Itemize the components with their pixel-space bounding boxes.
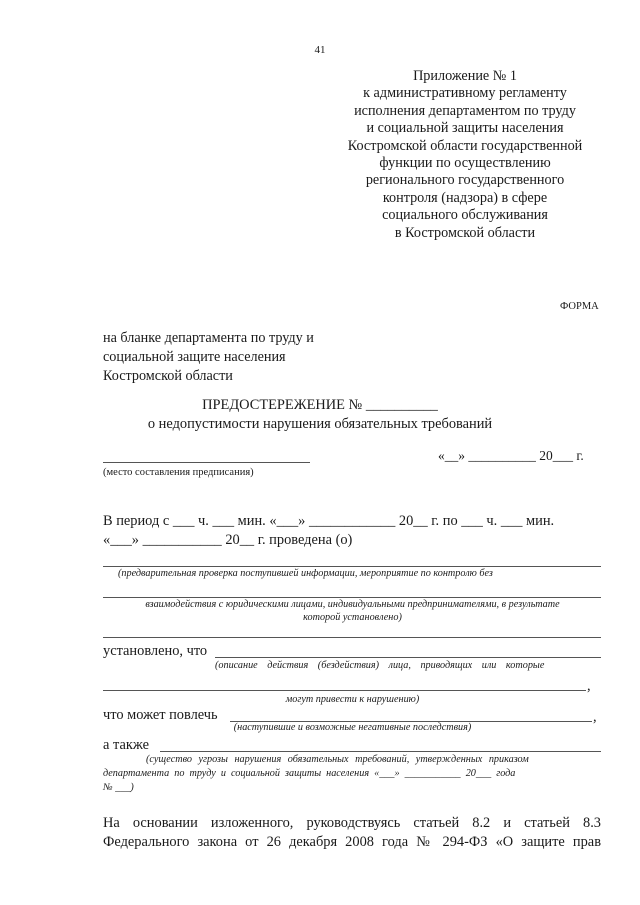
appendix-line: в Костромской области: [394, 224, 536, 241]
appendix-line: и социальной защиты населения: [366, 120, 564, 137]
may-cause-label: что может повлечь: [103, 707, 218, 723]
caption-inspection: (предварительная проверка поступившей информации, мероприятие по контролю без: [118, 568, 493, 579]
caption-violation: могут привести к нарушению): [285, 694, 420, 705]
appendix-header: [330, 68, 600, 242]
basis-line-2: Федерального закона от 26 декабря 2008 года № 294-ФЗ «О защите прав: [103, 834, 601, 850]
field-line: [103, 690, 586, 691]
field-line: [103, 637, 601, 638]
page-number: 41: [314, 44, 326, 56]
period-line-1: В период с ___ ч. ___ мин. «___» ____________ 20__ г. по ___ ч. ___ мин.: [103, 513, 555, 529]
comma: ,: [587, 678, 591, 694]
letterhead-line: на бланке департамента по труду и: [103, 330, 314, 346]
also-label: а также: [103, 737, 149, 753]
caption-established: которой установлено): [303, 612, 402, 623]
date-field: «__» __________ 20___ г.: [438, 448, 584, 463]
field-line: [103, 597, 601, 598]
appendix-line: социального обслуживания: [382, 207, 548, 224]
letterhead-note: [103, 329, 314, 386]
established-label: установлено, что: [103, 643, 208, 659]
appendix-line: Приложение № 1: [413, 68, 517, 84]
caption-order: департамента по труду и социальной защиты населения «___» ___________ 20___ года: [103, 768, 516, 779]
comma: ,: [593, 709, 597, 725]
field-line: [215, 657, 601, 658]
basis-line-1: На основании изложенного, руководствуясь статьей 8.2 и статьей 8.3: [103, 815, 601, 831]
document-title: ПРЕДОСТЕРЕЖЕНИЕ № __________: [202, 397, 438, 413]
period-line-2: «___» ___________ 20__ г. проведена (о): [103, 532, 353, 548]
caption-order-number: № ___): [103, 782, 134, 793]
caption-threat: (существо угрозы нарушения обязательных требований, утвержденных приказом: [146, 754, 529, 765]
field-line: [103, 566, 601, 567]
field-line: [160, 751, 601, 752]
place-caption: (место составления предписания): [103, 467, 254, 478]
caption-interaction: взаимодействия с юридическими лицами, индивидуальными предпринимателями, в результате: [145, 599, 560, 610]
appendix-line: исполнения департаментом по труду: [354, 102, 576, 119]
caption-consequences: (наступившие и возможные негативные последствия): [233, 722, 472, 733]
place-field-line: [103, 462, 310, 463]
document-subtitle: о недопустимости нарушения обязательных требований: [147, 416, 493, 432]
appendix-line: Костромской области государственной: [347, 137, 583, 154]
letterhead-line: социальной защите населения: [103, 349, 286, 365]
appendix-line: регионального государственного: [365, 172, 565, 189]
form-label: ФОРМА: [560, 301, 599, 312]
appendix-line: функции по осуществлению: [379, 155, 551, 172]
letterhead-line: Костромской области: [103, 368, 233, 384]
caption-action: (описание действия (бездействия) лица, приводящих или которые: [215, 660, 545, 671]
appendix-line: контроля (надзора) в сфере: [382, 189, 548, 206]
appendix-line: к административному регламенту: [363, 85, 567, 102]
